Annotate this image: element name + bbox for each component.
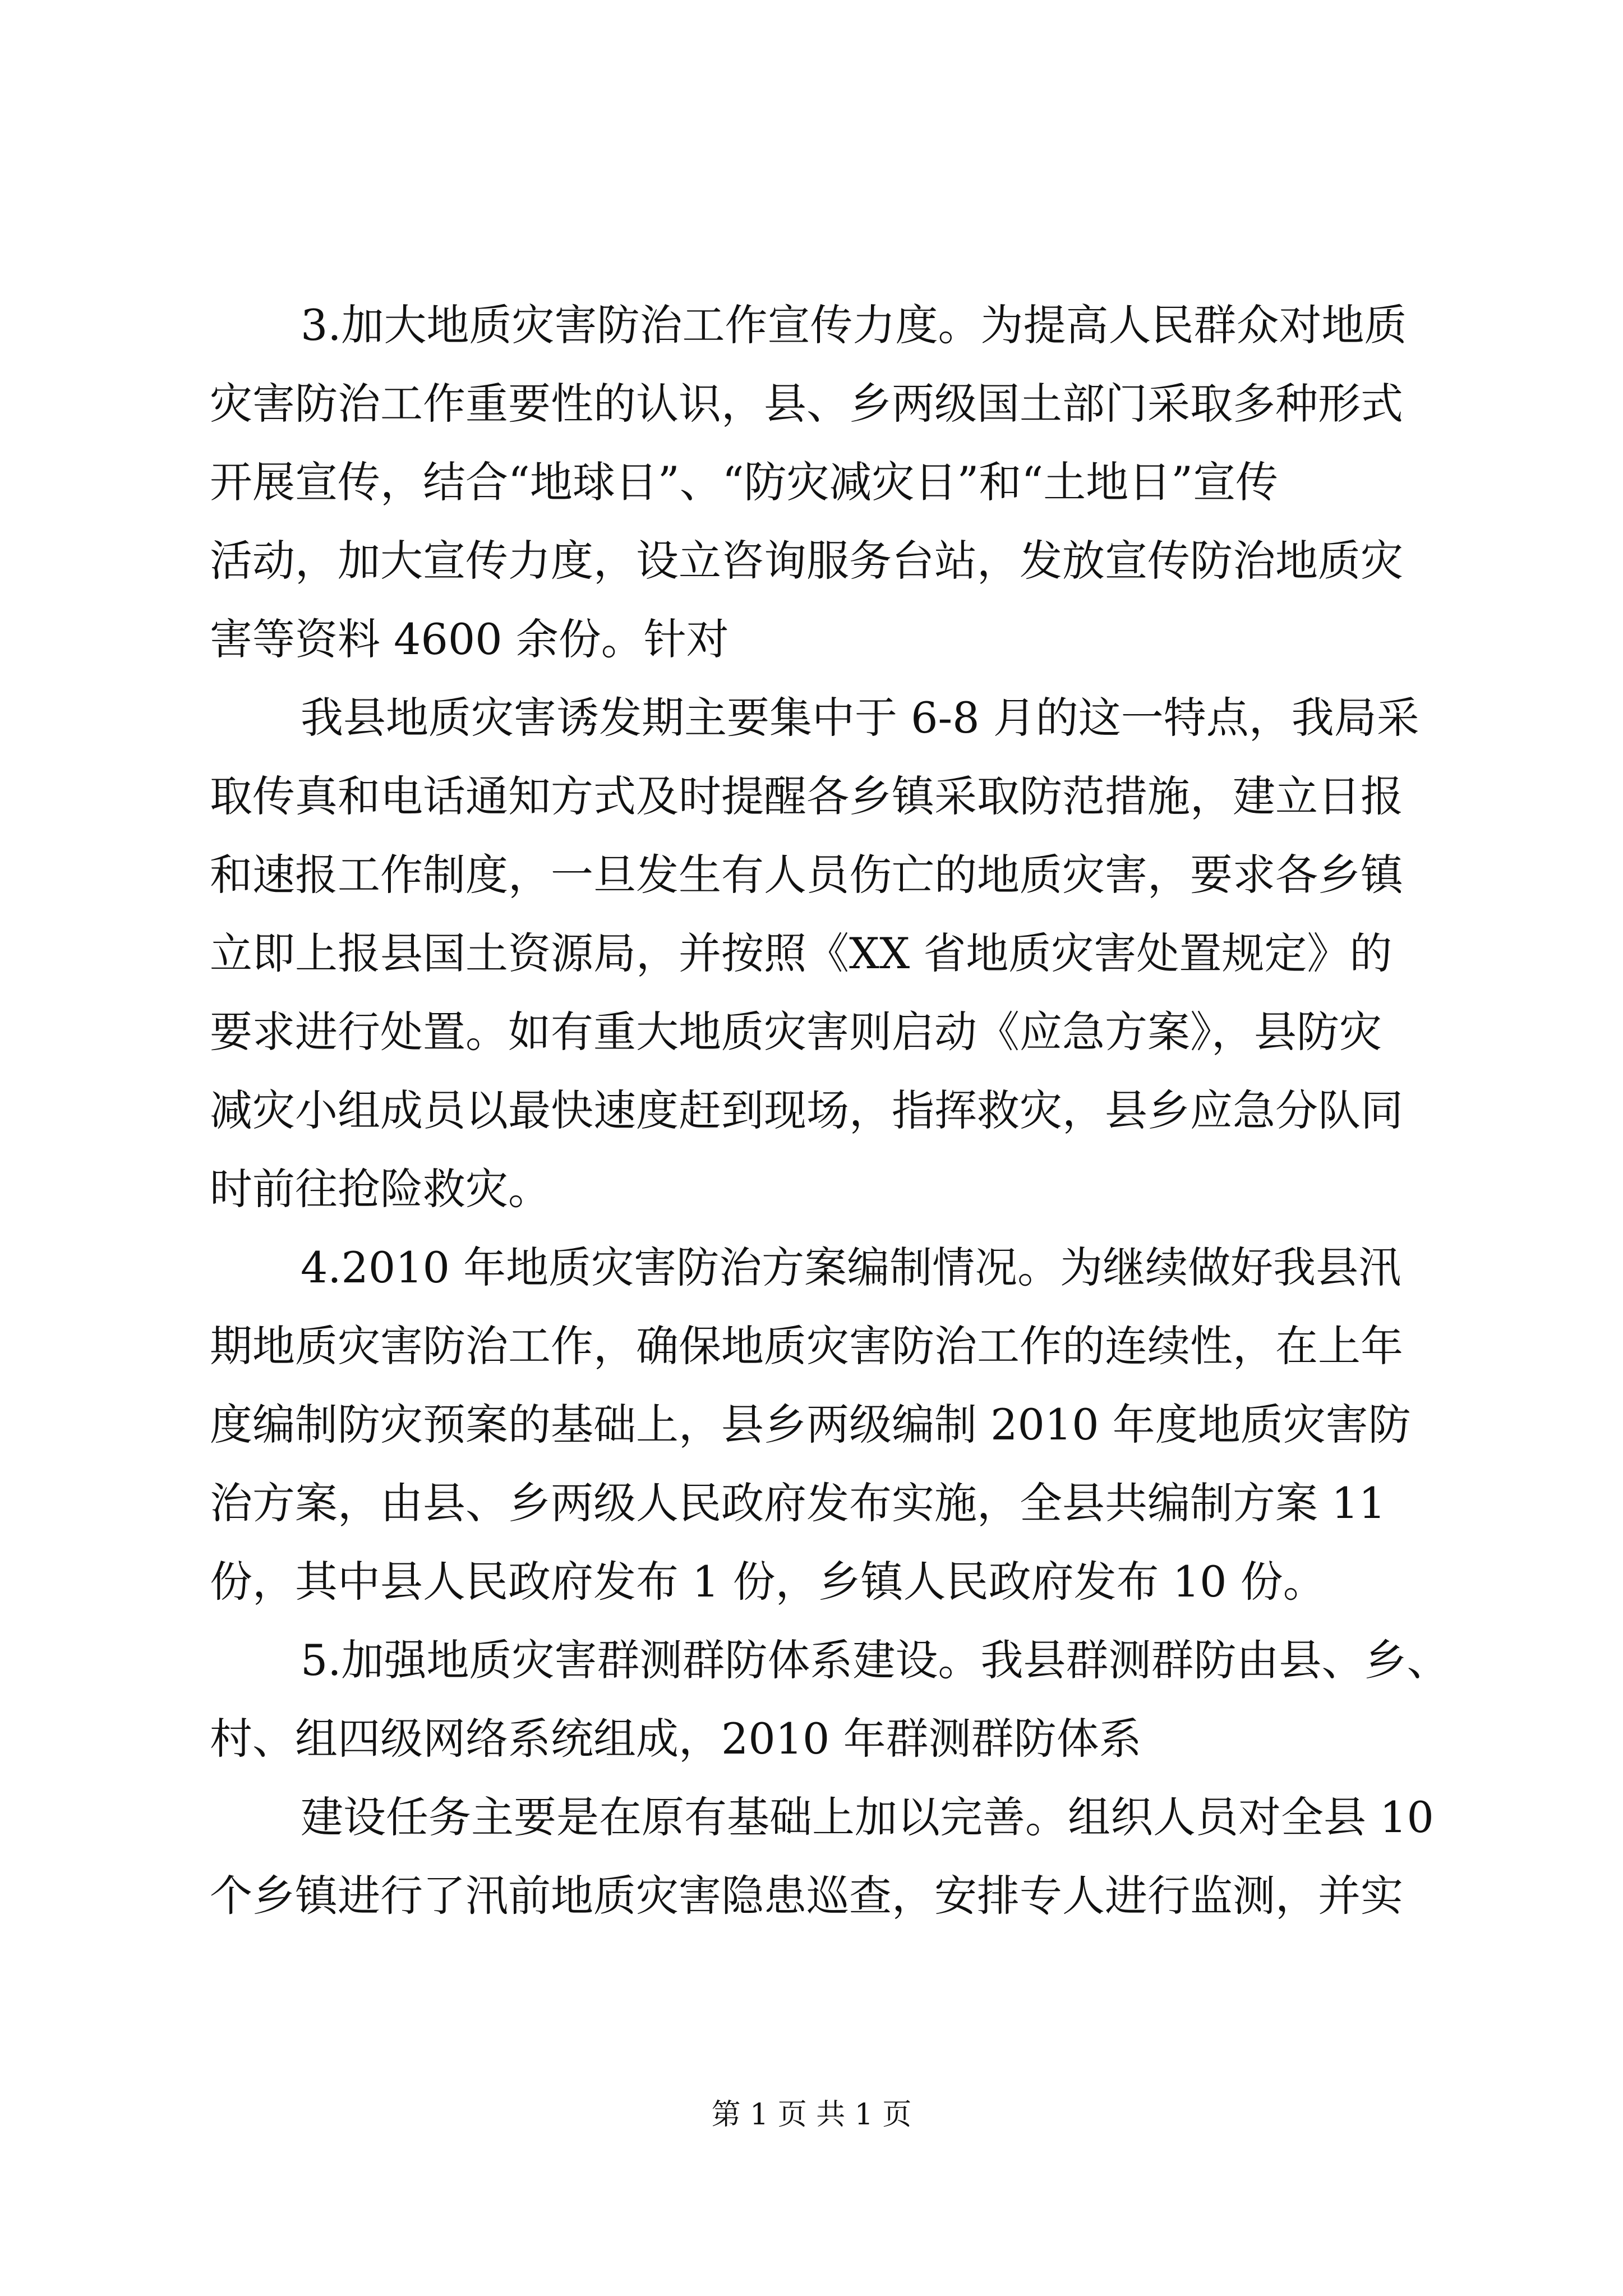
body-line: 4.2010 年地质灾害防治方案编制情况。为继续做好我县汛 [301,1243,1401,1292]
body-line: 害等资料 4600 余份。针对 [210,614,729,664]
page-footer: 第 1 页 共 1 页 [711,2098,912,2132]
body-line: 建设任务主要是在原有基础上加以完善。组织人员对全县 10 [301,1792,1434,1842]
body-line: 5.加强地质灾害群测群防体系建设。我县群测群防由县、乡、 [301,1635,1450,1685]
body-line: 取传真和电话通知方式及时提醒各乡镇采取防范措施，建立日报 [210,771,1403,821]
body-line: 期地质灾害防治工作，确保地质灾害防治工作的连续性，在上年 [210,1321,1403,1371]
body-line: 减灾小组成员以最快速度赶到现场，指挥救灾，县乡应急分队同 [210,1085,1403,1135]
body-line: 个乡镇进行了汛前地质灾害隐患巡查，安排专人进行监测，并实 [210,1871,1403,1921]
body-line: 度编制防灾预案的基础上，县乡两级编制 2010 年度地质灾害防 [210,1400,1411,1450]
body-line: 灾害防治工作重要性的认识，县、乡两级国土部门采取多种形式 [210,379,1403,429]
body-line: 我县地质灾害诱发期主要集中于 6-8 月的这一特点，我局采 [301,693,1419,743]
body-line: 3.加大地质灾害防治工作宣传力度。为提高人民群众对地质 [301,300,1407,350]
body-line: 活动，加大宣传力度，设立咨询服务台站，发放宣传防治地质灾 [210,536,1403,586]
body-line: 开展宣传，结合“地球日”、“防灾减灾日”和“土地日”宣传 [210,457,1279,507]
body-line: 治方案，由县、乡两级人民政府发布实施，全县共编制方案 11 [210,1478,1386,1528]
body-line: 要求进行处置。如有重大地质灾害则启动《应急方案》，县防灾 [210,1007,1382,1057]
body-line: 时前往抢险救灾。 [210,1164,551,1214]
body-line: 立即上报县国土资源局，并按照《XX 省地质灾害处置规定》的 [210,928,1393,978]
body-line: 份，其中县人民政府发布 1 份，乡镇人民政府发布 10 份。 [210,1557,1326,1607]
body-line: 村、组四级网络系统组成，2010 年群测群防体系 [210,1714,1142,1764]
body-line: 和速报工作制度，一旦发生有人员伤亡的地质灾害，要求各乡镇 [210,850,1403,900]
